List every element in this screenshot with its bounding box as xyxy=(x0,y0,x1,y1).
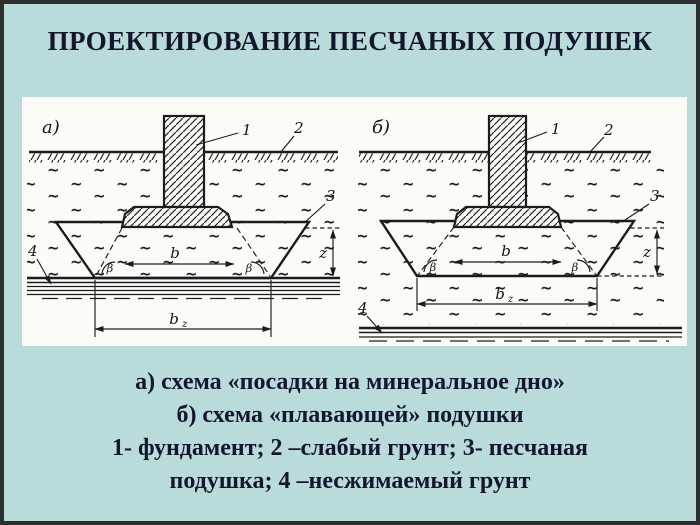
beta-right-label: β xyxy=(245,261,253,275)
callout-2-label: 2 xyxy=(604,121,614,139)
callout-1-label: 1 xyxy=(551,120,561,138)
caption-line-2: б) схема «плавающей» подушки xyxy=(176,402,524,428)
dimension-bz-subscript: z xyxy=(508,294,514,305)
caption xyxy=(4,366,696,498)
dimension-b-label: b xyxy=(501,242,511,260)
page-title: ПРОЕКТИРОВАНИЕ ПЕСЧАНЫХ ПОДУШЕК xyxy=(47,26,653,56)
dimension-bz xyxy=(95,280,271,337)
callout-3-label: 3 xyxy=(326,187,336,205)
foundation-footing xyxy=(122,207,232,227)
dimension-z-label: z xyxy=(319,244,327,262)
caption-line-1: а) схема «посадки на минеральное дно» xyxy=(135,369,565,395)
beta-left-label: β xyxy=(106,261,114,275)
scheme-b-figure xyxy=(354,97,687,346)
dimension-b-label: b xyxy=(170,244,180,262)
callout-3-label: 3 xyxy=(650,187,660,205)
beta-left-label: β xyxy=(429,260,437,274)
scheme-b-label: б) xyxy=(372,117,391,138)
scheme-a-figure xyxy=(22,97,354,346)
incompressible-soil-layers xyxy=(359,328,682,341)
dimension-z-label: z xyxy=(643,243,651,261)
dimension-bz-subscript: z xyxy=(182,319,188,330)
dimension-bz-label: b xyxy=(169,310,179,328)
caption-line-3: 1- фундамент; 2 –слабый грунт; 3- песчаная xyxy=(111,435,589,461)
foundation-footing xyxy=(454,207,561,227)
diagram-panel xyxy=(22,97,687,346)
callout-2-label: 2 xyxy=(294,119,304,137)
caption-line-4: подушка; 4 –несжимаемый грунт xyxy=(169,468,531,494)
scheme-a-label: а) xyxy=(42,117,60,138)
callout-1-label: 1 xyxy=(242,121,252,139)
callout-4-label: 4 xyxy=(358,299,368,317)
beta-right-label: β xyxy=(571,260,579,274)
callout-4-label: 4 xyxy=(28,242,38,260)
foundation-column xyxy=(164,116,204,207)
foundation-column xyxy=(489,116,526,207)
incompressible-soil-layers xyxy=(27,278,340,299)
dimension-bz-label: b xyxy=(495,285,505,303)
